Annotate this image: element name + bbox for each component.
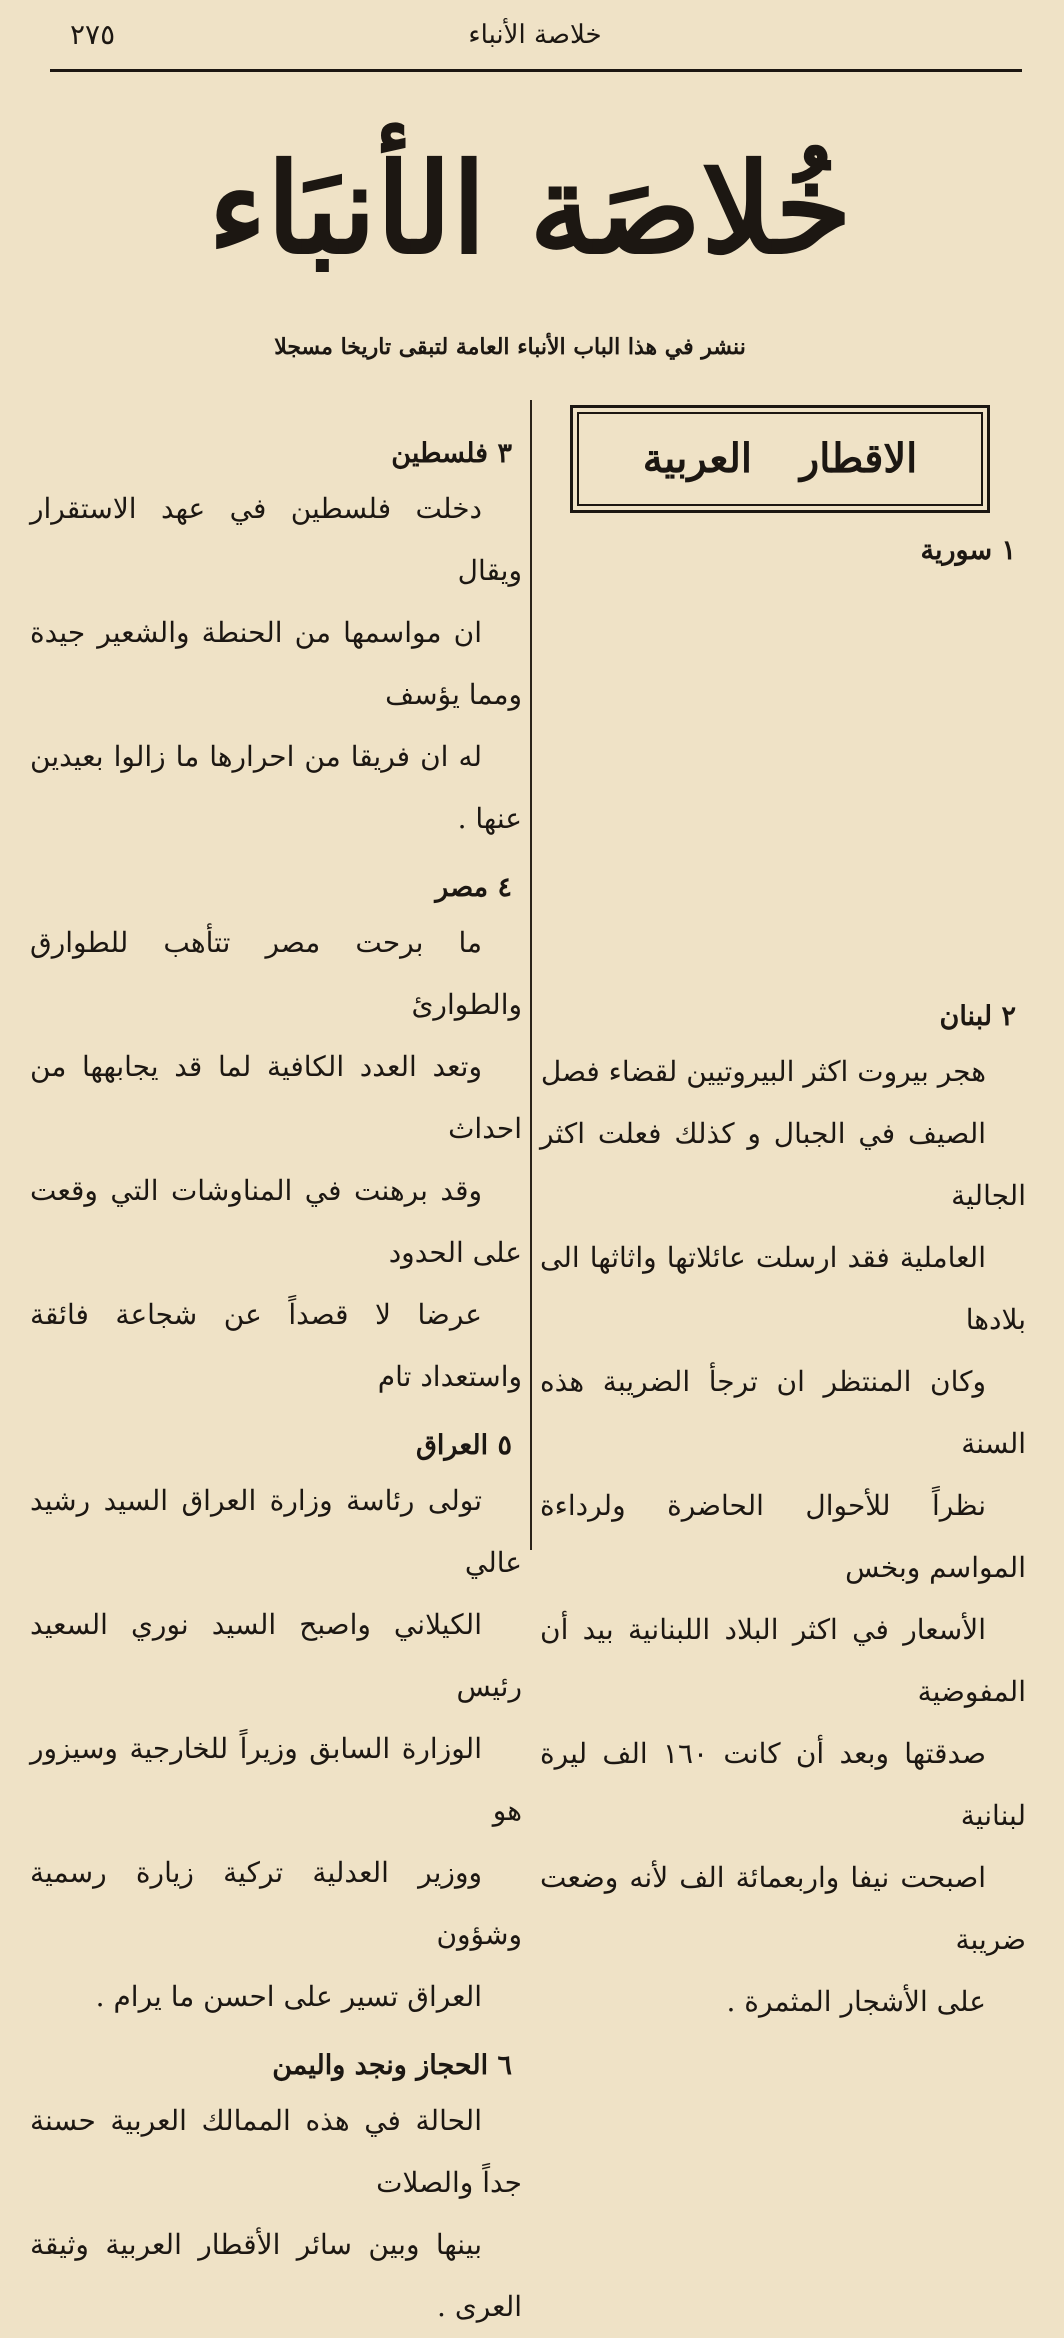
heading-iraq: ٥ العراق xyxy=(415,1430,512,1461)
text-line: الكيلاني واصبح السيد نوري السعيد رئيس xyxy=(30,1608,522,1703)
text-line: الحالة في هذه الممالك العربية حسنة جداً والصلات xyxy=(30,2104,522,2199)
text-line: الوزارة السابق وزيراً للخارجية وسيزور هو xyxy=(30,1732,522,1827)
running-title: خلاصة الأنباء xyxy=(468,20,602,50)
text-line: تولى رئاسة وزارة العراق السيد رشيد عالي xyxy=(30,1484,522,1579)
syria-blank-area xyxy=(540,575,1026,993)
iraq-paragraph xyxy=(30,1470,522,2028)
text-line: وقد برهنت في المناوشات التي وقعت على الحدود xyxy=(30,1174,522,1269)
arab-countries-banner xyxy=(570,405,990,513)
page-number: ٢٧٥ xyxy=(70,18,116,51)
right-column xyxy=(540,405,1026,2033)
text-line: اصبحت نيفا واربعمائة الف لأنه وضعت ضريبة xyxy=(540,1861,1026,1956)
header-rule xyxy=(50,69,1022,72)
lebanon-paragraph xyxy=(540,1041,1026,2033)
hijaz-paragraph xyxy=(30,2090,522,2338)
left-column xyxy=(30,430,522,2338)
palestine-paragraph xyxy=(30,478,522,850)
text-line: دخلت فلسطين في عهد الاستقرار ويقال xyxy=(30,492,522,587)
section-masthead: خُلاصَة الأنبَاء xyxy=(208,137,852,282)
text-line: ما برحت مصر تتأهب للطوارق والطوارئ xyxy=(30,926,522,1021)
heading-palestine: ٣ فلسطين xyxy=(391,438,512,469)
text-line: صدقتها وبعد أن كانت ١٦٠ الف ليرة لبنانية xyxy=(540,1737,1026,1832)
text-line: على الأشجار المثمرة . xyxy=(726,1985,986,2018)
section-subtitle: ننشر في هذا الباب الأنباء العامة لتبقى تاريخا مسجلا xyxy=(274,334,746,360)
heading-hijaz: ٦ الحجاز ونجد واليمن xyxy=(272,2050,512,2081)
text-line: وكان المنتظر ان ترجأ الضريبة هذه السنة xyxy=(540,1365,1026,1460)
text-line: نظراً للأحوال الحاضرة ولرداءة المواسم وبخس xyxy=(540,1489,1026,1584)
text-line: وتعد العدد الكافية لما قد يجابهها من احداث xyxy=(30,1050,522,1145)
text-line: العاملية فقد ارسلت عائلاتها واثاثها الى بلادها xyxy=(540,1241,1026,1336)
heading-syria: ١ سورية xyxy=(920,535,1016,566)
egypt-paragraph xyxy=(30,912,522,1408)
text-line: الصيف في الجبال و كذلك فعلت اكثر الجالية xyxy=(540,1117,1026,1212)
text-line: هجر بيروت اكثر البيروتيين لقضاء فصل xyxy=(540,1055,986,1088)
heading-egypt: ٤ مصر xyxy=(435,872,512,903)
heading-lebanon: ٢ لبنان xyxy=(939,1001,1016,1032)
text-line: العراق تسير على احسن ما يرام . xyxy=(95,1980,482,2013)
column-divider xyxy=(530,400,532,1550)
text-line: له ان فريقا من احرارها ما زالوا بعيدين عنها . xyxy=(30,740,522,835)
text-line: بينها وبين سائر الأقطار العربية وثيقة العرى . xyxy=(30,2228,522,2323)
text-line: ان مواسمها من الحنطة والشعير جيدة ومما يؤسف xyxy=(30,616,522,711)
text-line: الأسعار في اكثر البلاد اللبنانية بيد أن المفوضية xyxy=(540,1613,1026,1708)
text-line: ووزير العدلية تركية زيارة رسمية وشؤون xyxy=(30,1856,522,1951)
page-header xyxy=(50,12,1020,58)
text-line: عرضا لا قصداً عن شجاعة فائقة واستعداد تام xyxy=(30,1298,522,1393)
banner-title: الاقطار العربية xyxy=(577,412,983,506)
